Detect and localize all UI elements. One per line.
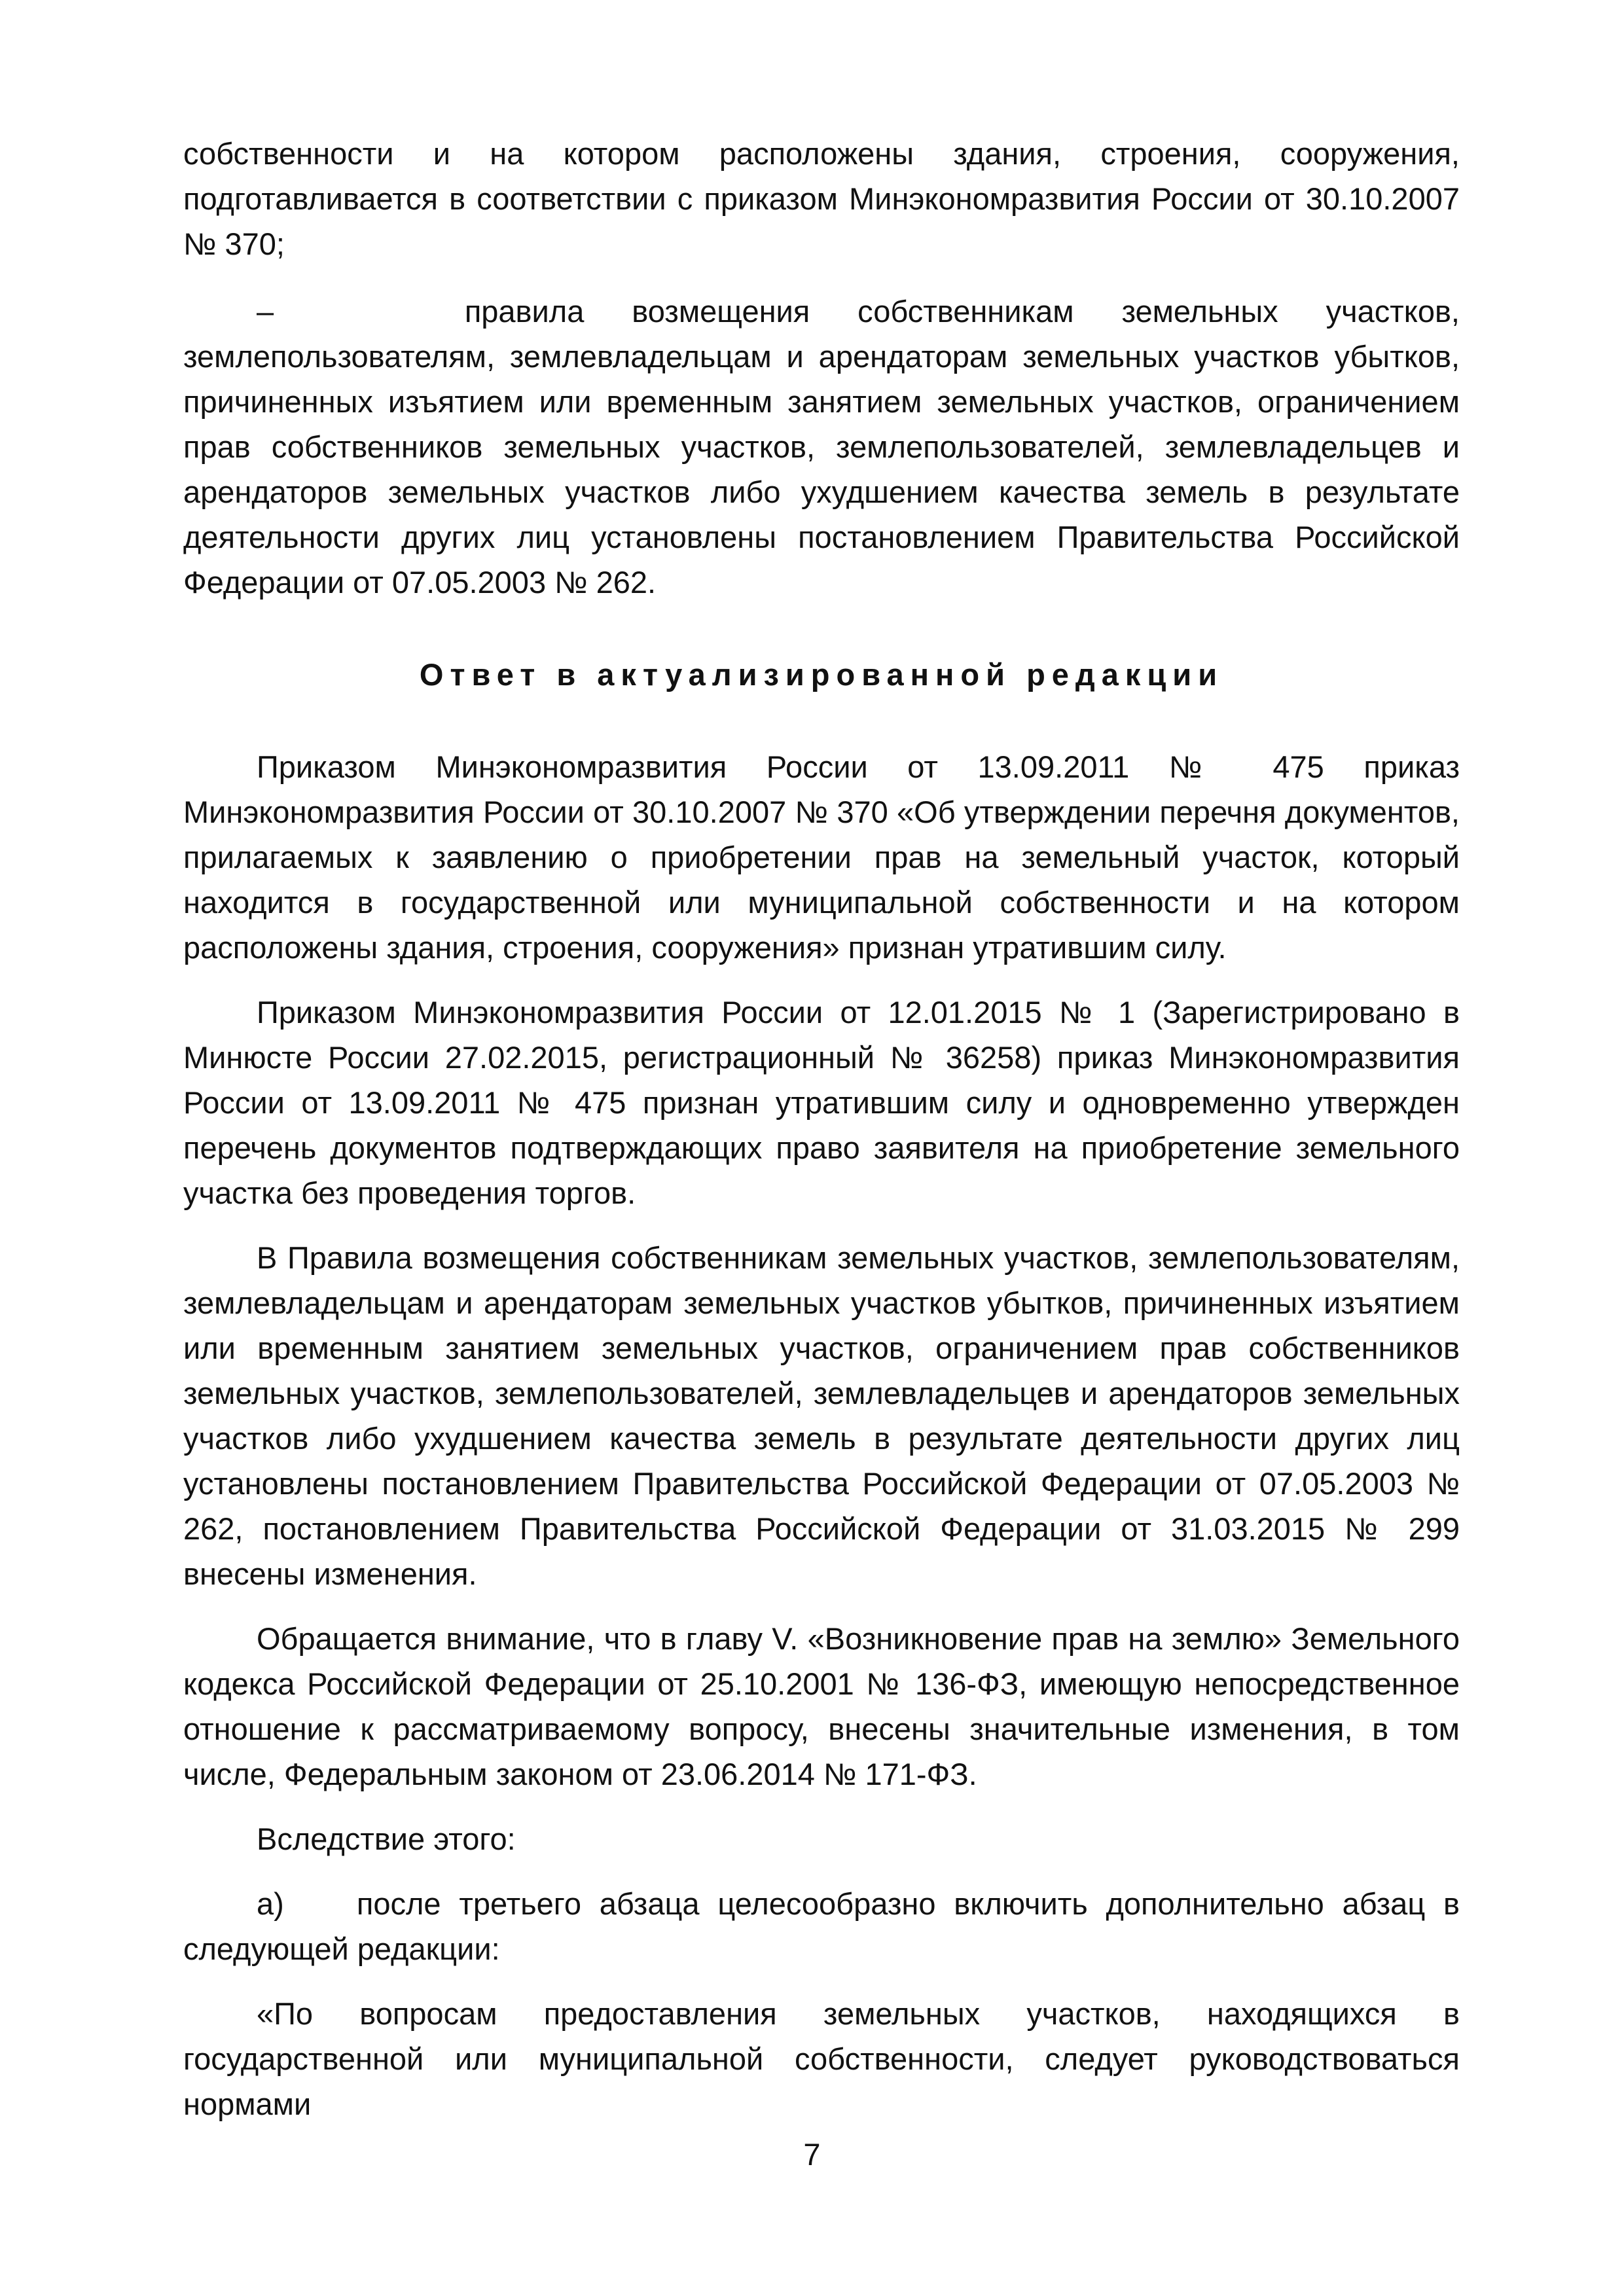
section-heading: Ответ в актуализированной редакции xyxy=(419,657,1224,692)
paragraph-answer-6: а) после третьего абзаца целесообразно включить дополнительно абзац в следующей редакции: xyxy=(183,1886,1460,1966)
paragraph-continuation: собственности и на котором расположены здания, строения, сооружения, подготавливается в соответствии с приказом Минэкономразвития России от 30.10.2007 № 370; xyxy=(183,136,1460,261)
page-number: 7 xyxy=(803,2137,821,2172)
paragraph-answer-3: В Правила возмещения собственникам земельных участков, землепользователям, землевладельцам и арендаторам земельных участков убытков, причиненных изъятием или временным занятием земельных участков, ограничением прав собственников земельных участков, землепользователей, землевладельцев и арендаторов земельных участков либо ухудшением качества земель в результате деятельности других лиц установлены постановлением Правительства Российской Федерации от 07.05.2003 № 262, постановлением Правительства Российской Федерации от 31.03.2015 № 299 внесены изменения. xyxy=(183,1240,1460,1591)
paragraph-answer-7: «По вопросам предоставления земельных участков, находящихся в государственной или муниципальной собственности, следует руководствоваться нормами xyxy=(183,1996,1460,2121)
paragraph-answer-4: Обращается внимание, что в главу V. «Возникновение прав на землю» Земельного кодекса Российской Федерации от 25.10.2001 № 136-ФЗ, имеющую непосредственное отношение к рассматриваемому вопросу, внесены значительные изменения, в том числе, Федеральным законом от 23.06.2014 № 171-ФЗ. xyxy=(183,1621,1460,1791)
paragraph-list-item-rules: – правила возмещения собственникам земельных участков, землепользователям, землевладельцам и арендаторам земельных участков убытков, причиненных изъятием или временным занятием земельных участков, ограничением прав собственников земельных участков, землепользователей, землевладельцев и арендаторов земельных участков либо ухудшением качества земель в результате деятельности других лиц установлены постановлением Правительства Российской Федерации от 07.05.2003 № 262. xyxy=(183,294,1460,600)
paragraph-answer-2: Приказом Минэкономразвития России от 12.01.2015 № 1 (Зарегистрировано в Минюсте России 27.02.2015, регистрационный № 36258) приказ Минэкономразвития России от 13.09.2011 № 475 признан утратившим силу и одновременно утвержден перечень документов подтверждающих право заявителя на приобретение земельного участка без проведения торгов. xyxy=(183,995,1460,1210)
paragraph-answer-5: Вследствие этого: xyxy=(257,1821,516,1856)
paragraph-answer-1: Приказом Минэкономразвития России от 13.09.2011 № 475 приказ Минэкономразвития России от 30.10.2007 № 370 «Об утверждении перечня документов, прилагаемых к заявлению о приобретении прав на земельный участок, который находится в государственной или муниципальной собственности и на котором расположены здания, строения, сооружения» признан утратившим силу. xyxy=(183,749,1460,965)
document-page xyxy=(183,131,1460,2126)
